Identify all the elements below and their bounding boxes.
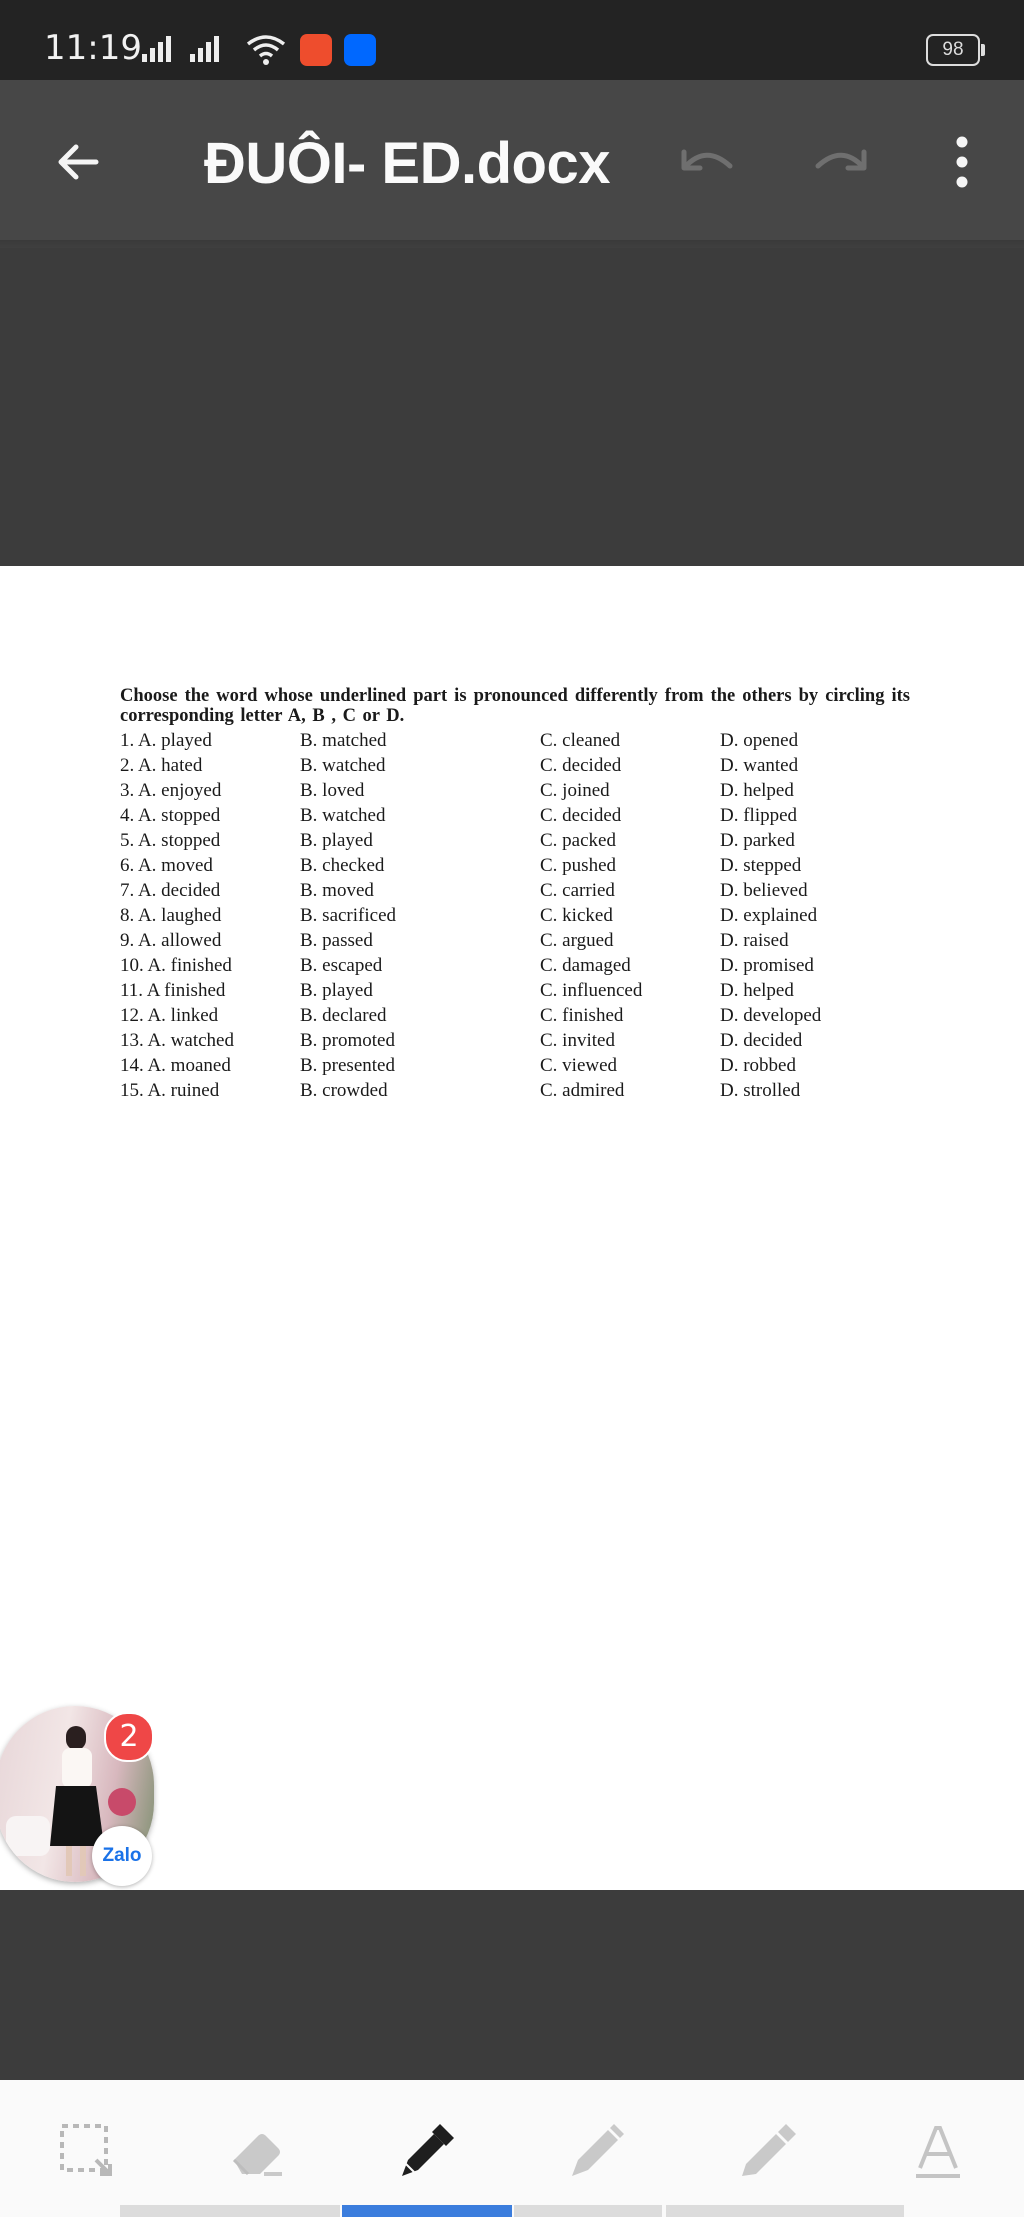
question-row — [120, 753, 910, 778]
toolbar-shadow — [0, 240, 1024, 248]
option-a: 6. A. moved — [120, 855, 213, 876]
tool-tab-indicator — [666, 2205, 904, 2217]
option-a: 8. A. laughed — [120, 905, 222, 926]
option-c: C. pushed — [540, 855, 616, 876]
text-tool-icon[interactable] — [906, 2120, 970, 2184]
question-row — [120, 878, 910, 903]
option-c: C. admired — [540, 1080, 625, 1101]
option-b: B. escaped — [300, 955, 383, 976]
option-c: C. decided — [540, 755, 622, 776]
option-d: D. raised — [720, 930, 789, 951]
option-a: 13. A. watched — [120, 1030, 234, 1051]
chat-head-bubble[interactable] — [0, 1706, 156, 1882]
option-b: B. promoted — [300, 1030, 395, 1051]
option-c: C. kicked — [540, 905, 613, 926]
option-a: 12. A. linked — [120, 1005, 219, 1026]
option-a: 4. A. stopped — [120, 805, 221, 826]
document-title: ĐUÔI- ED.docx — [204, 131, 610, 196]
option-c: C. decided — [540, 805, 622, 826]
option-c: C. cleaned — [540, 730, 621, 751]
option-d: D. strolled — [720, 1080, 801, 1101]
option-a: 15. A. ruined — [120, 1080, 220, 1101]
option-a: 7. A. decided — [120, 880, 221, 901]
question-row — [120, 853, 910, 878]
option-b: B. watched — [300, 805, 386, 826]
question-row — [120, 978, 910, 1003]
shopee-app-icon — [300, 34, 332, 66]
lasso-select-icon[interactable] — [56, 2120, 120, 2184]
question-row — [120, 1003, 910, 1028]
option-d: D. decided — [720, 1030, 803, 1051]
question-row — [120, 778, 910, 803]
option-d: D. developed — [720, 1005, 822, 1026]
option-c: C. argued — [540, 930, 614, 951]
undo-icon[interactable] — [676, 140, 736, 180]
option-d: D. stepped — [720, 855, 802, 876]
option-c: C. viewed — [540, 1055, 618, 1076]
option-b: B. watched — [300, 755, 386, 776]
highlighter-icon[interactable] — [734, 2120, 798, 2184]
option-b: B. crowded — [300, 1080, 388, 1101]
question-row — [120, 903, 910, 928]
tool-tab-indicator — [514, 2205, 662, 2217]
option-c: C. influenced — [540, 980, 643, 1001]
app-toolbar — [0, 80, 1024, 240]
option-a: 1. A. played — [120, 730, 212, 751]
question-row — [120, 953, 910, 978]
option-c: C. damaged — [540, 955, 631, 976]
status-bar — [0, 0, 1024, 80]
document-page[interactable] — [0, 566, 1024, 1890]
eraser-icon[interactable] — [224, 2120, 288, 2184]
option-a: 10. A. finished — [120, 955, 232, 976]
option-b: B. sacrificed — [300, 905, 397, 926]
option-c: C. carried — [540, 880, 615, 901]
question-row — [120, 803, 910, 828]
pencil-icon[interactable] — [564, 2120, 628, 2184]
option-d: D. promised — [720, 955, 814, 976]
signal-icon — [142, 32, 182, 62]
option-c: C. invited — [540, 1030, 615, 1051]
zalo-logo: Zalo — [92, 1826, 152, 1886]
pen-icon[interactable] — [394, 2120, 458, 2184]
option-d: D. wanted — [720, 755, 799, 776]
arrow-left-icon[interactable] — [52, 136, 104, 188]
option-a: 2. A. hated — [120, 755, 203, 776]
option-b: B. played — [300, 980, 373, 1001]
question-row — [120, 1028, 910, 1053]
unread-count-badge: 2 — [104, 1712, 154, 1762]
tool-tab-indicator — [120, 2205, 340, 2217]
option-a: 14. A. moaned — [120, 1055, 231, 1076]
option-b: B. presented — [300, 1055, 395, 1076]
option-d: D. flipped — [720, 805, 798, 826]
zalo-app-icon — [344, 34, 376, 66]
question-list — [120, 728, 910, 1103]
option-d: D. opened — [720, 730, 799, 751]
question-row — [120, 928, 910, 953]
option-d: D. robbed — [720, 1055, 796, 1076]
option-a: 9. A. allowed — [120, 930, 222, 951]
option-d: D. parked — [720, 830, 795, 851]
option-b: B. loved — [300, 780, 365, 801]
question-row — [120, 1078, 910, 1103]
option-c: C. finished — [540, 1005, 624, 1026]
option-d: D. helped — [720, 780, 794, 801]
question-row — [120, 828, 910, 853]
option-d: D. explained — [720, 905, 818, 926]
option-c: C. joined — [540, 780, 610, 801]
instruction-text: Choose the word whose underlined part is pronounced differently from the others by circling its corresponding letter A, B , C or D. — [120, 686, 910, 726]
option-b: B. matched — [300, 730, 387, 751]
option-d: D. believed — [720, 880, 808, 901]
option-b: B. passed — [300, 930, 373, 951]
signal-icon — [190, 32, 230, 62]
option-a: 5. A. stopped — [120, 830, 221, 851]
redo-icon[interactable] — [812, 140, 872, 180]
more-vertical-icon[interactable] — [950, 134, 974, 190]
wifi-icon — [246, 34, 286, 66]
option-c: C. packed — [540, 830, 616, 851]
option-b: B. checked — [300, 855, 385, 876]
annotation-toolbar — [0, 2080, 1024, 2217]
battery-indicator: 98 — [926, 34, 980, 66]
active-tool-indicator — [342, 2205, 512, 2217]
option-b: B. moved — [300, 880, 374, 901]
status-time: 11:19 — [44, 28, 142, 68]
question-row — [120, 728, 910, 753]
option-a: 3. A. enjoyed — [120, 780, 222, 801]
option-b: B. declared — [300, 1005, 387, 1026]
option-b: B. played — [300, 830, 373, 851]
document-content — [120, 686, 910, 1103]
option-d: D. helped — [720, 980, 794, 1001]
option-a: 11. A finished — [120, 980, 226, 1001]
question-row — [120, 1053, 910, 1078]
